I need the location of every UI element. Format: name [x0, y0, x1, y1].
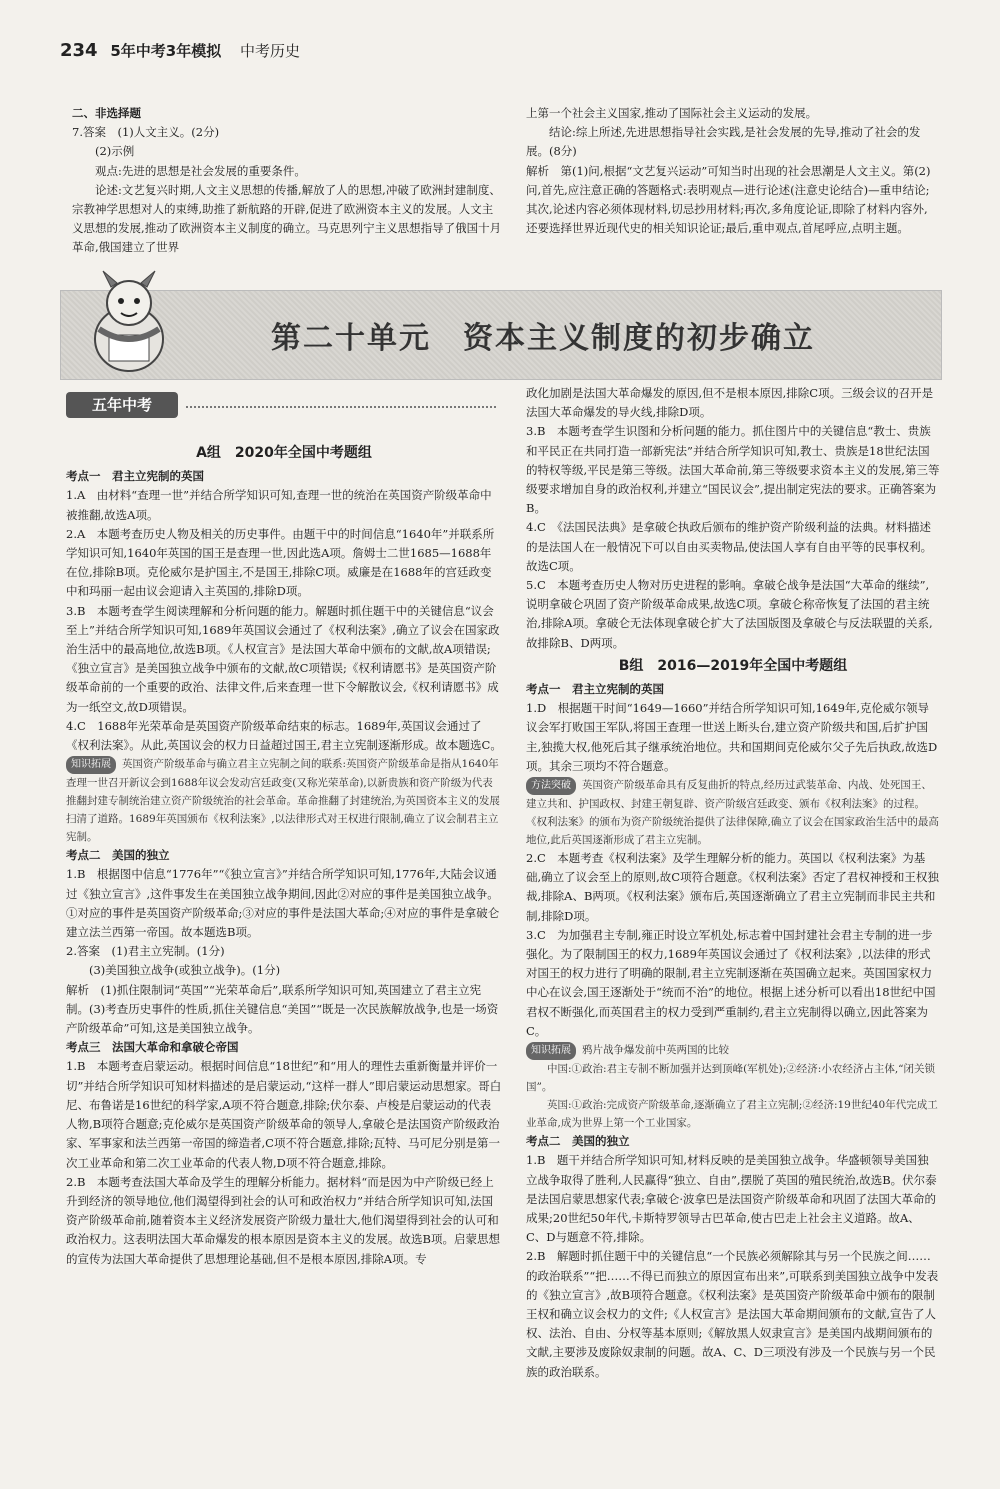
top-right-column: [526, 104, 936, 238]
answer-a4: 4.C 1688年光荣革命是英国资产阶级革命结束的标志。1689年,英国议会通过了《权利法案》。从此,英国议会的权力日益超过国王,君主立宪制逐渐形成。故本题选C。: [66, 718, 502, 753]
answer-c3: 3.B 本题考查学生识图和分析问题的能力。抓住图片中的关键信息“教士、贵族和平民正在共同打造一部新宪法”并结合所学知识可知,教士、贵族是18世纪法国的特权等级,平民是第三等级。法国大革命前,第三等级要求资本主义的发展,第三等级要求增加自身的政治权利,并建立“国民议会”,提出制定宪法的要求。正确答案为B。: [526, 424, 940, 516]
tag-label: 五年中考: [66, 392, 178, 418]
left-column: [66, 440, 502, 1269]
extension-britain: 英国:①政治:完成资产阶级革命,逐渐确立了君主立宪制;②经济:19世纪40年代完成工业革命,成为世界上第一个工业国家。: [526, 1099, 938, 1130]
argument-text: 论述:文艺复兴时期,人文主义思想的传播,解放了人的思想,冲破了欧洲封建制度、宗教神学思想对人的束缚,助推了新航路的开辟,促进了欧洲资本主义的发展。人文主义思想的发展,推动了欧洲资本主义制度的确立。马克思列宁主义思想指导了俄国十月革命,俄国建立了世界: [72, 182, 502, 255]
continued-text: 上第一个社会主义国家,推动了国际社会主义运动的发展。: [526, 106, 818, 120]
kaodian-1: 考点一 君主立宪制的英国: [66, 469, 204, 484]
unit-title: 第二十单元 资本主义制度的初步确立: [271, 321, 815, 356]
answer-d3: 3.C 为加强君主专制,雍正时设立军机处,标志着中国封建社会君主专制的进一步强化。为了限制国王的权力,1689年英国议会通过了《权利法案》,以法律的形式对国王的权力进行了明确的限制,君主立宪制逐渐在英国确立起来。英国国家权力中心在议会,国王逐渐处于“统而不治”的地位。根据上述分析可以看出18世纪中国君权不断强化,而英国君主的权力受到严重制约,君主立宪制得以确立,因此答案为C。: [526, 927, 936, 1038]
example-label: (2)示例: [95, 144, 135, 159]
answer-c2: 2.B 本题考查法国大革命及学生的理解分析能力。据材料“而是因为中产阶级已经上升到经济的领导地位,他们渴望得到社会的认可和政治权力”并结合所学知识可知,法国资产阶级革命前,随着资本主义经济发展资产阶级力量壮大,他们渴望得到社会的认可和政治权力。这表明法国大革命爆发的根本原因是资本主义的发展。故选B项。启蒙思想的宣传为法国大革命提供了思想理论基础,但不是根本原因,排除A项。专: [66, 1174, 500, 1266]
answer-d1: 1.D 根据题干时间“1649—1660”并结合所学知识可知,1649年,克伦威尔领导议会军打败国王军队,将国王查理一世送上断头台,建立资产阶级共和国,后扩护国主,独揽大权,他死后其子继承统治地位。共和国期间克伦威尔父子先后执政,故选D项。其余三项均不符合题意。: [526, 701, 938, 773]
extension-china: 中国:①政治:君主专制不断加强并达到顶峰(军机处);②经济:小农经济占主体,“闭关锁国”。: [526, 1063, 936, 1094]
analysis-text: 解析 第(1)问,根据“文艺复兴运动”可知当时出现的社会思潮是人文主义。第(2)问,首先,应注意正确的答题格式:表明观点—进行论述(注意史论结合)—重申结论;其次,论述内容必须体现材料,切忌抄用材料;再次,多角度论证,即除了材料内容外,还要选择世界近现代史的相关知识论证;最后,重申观点,首尾呼应,点明主题。: [526, 163, 931, 236]
answer-a2: 2.A 本题考查历史人物及相关的历史事件。由题干中的时间信息“1640年”并联系所学知识可知,1640年英国的国王是查理一世,因此选A项。詹姆士二世1685—1688年在位,排除B项。克伦威尔是护国主,不是国王,排除C项。威廉是在1688年的宫廷政变中和玛丽一起由议会迎请入主英国的,排除D项。: [66, 526, 495, 599]
answer-line: 7.答案 (1)人文主义。(2分): [72, 125, 220, 140]
answer-e2: 2.B 解题时抓住题干中的关键信息“一个民族必须解除其与另一个民族之间……的政治联系”“把……不得已而独立的原因宣布出来”,可联系到美国独立战争中发表的《独立宣言》,故B项符合题意。《权利法案》是英国资产阶级革命中颁布的限制王权和确立议会权力的文件;《人权宣言》是法国大革命期间颁布的文献,宣告了人权、法治、自由、分权等基本原则;《解放黑人奴隶宣言》是美国内战期间颁布的文献,主要涉及废除奴隶制的问题。故A、C、D三项没有涉及一个民族与另一个民族的政治联系。: [526, 1249, 939, 1379]
page-header: [60, 40, 940, 66]
tip-text: 英国资产阶级革命具有反复曲折的特点,经历过武装革命、内战、处死国王、建立共和、护国政权、封建王朝复辟、资产阶级宫廷政变、颁布《权利法案》的过程。《权利法案》的颁布为资产阶级统治提供了法律保障,确立了议会在国家政治生活中的最高地位,此后英国逐渐形成了君主立宪制。: [526, 779, 939, 847]
answer-b2-analysis: 解析 (1)抓住限制词“英国”“光荣革命后”,联系所学知识可知,英国建立了君主立宪制。(3)考查历史事件的性质,抓住关键信息“美国”“既是一次民族解放战争,也是一场资产阶级革命”可知,这是美国独立战争。: [66, 982, 499, 1036]
knowledge-extension: [66, 755, 502, 846]
extension-text: 英国资产阶级革命与确立君主立宪制之间的联系:英国资产阶级革命是指从1640年查理一世召开新议会到1688年议会发动宫廷政变(又称光荣革命),以新贵族和资产阶级为代表推翻封建专制统治建立资产阶级统治的社会革命。革命推翻了封建统治,为英国资本主义的发展扫清了道路。1689年英国颁布《权利法案》,以法律形式对王权进行限制,确立了议会制君主立宪制。: [66, 758, 500, 844]
answer-a3: 3.B 本题考查学生阅读理解和分析问题的能力。解题时抓住题干中的关键信息“议会至上”并结合所学知识可知,1689年英国议会通过了《权利法案》,确立了议会在国家政治生活中的最高地位,故选B项。《人权宣言》是法国大革命中颁布的文献,故A项错误;《独立宣言》是美国独立战争中颁布的文献,故C项错误;《权利请愿书》是英国资产阶级革命前的一个重要的政治、法律文件,后来查理一世下令解散议会,《权利请愿书》成为一纸空文,故D项错误。: [66, 603, 500, 714]
viewpoint-text: 观点:先进的思想是社会发展的重要条件。: [95, 163, 306, 178]
answer-d2: 2.C 本题考查《权利法案》及学生理解分析的能力。英国以《权利法案》为基础,确立了议会至上的原则,故C项符合题意。《权利法案》否定了君权神授和王权独裁,排除A、B两项。《权利法案》颁布后,英国逐渐确立了君主立宪制而非民主共和制,排除D项。: [526, 851, 939, 923]
kaodian-2: 考点二 美国的独立: [66, 848, 170, 863]
kaodian-b1: 考点一 君主立宪制的英国: [526, 682, 664, 697]
extension-box: [526, 1041, 940, 1060]
kaodian-3: 考点三 法国大革命和拿破仑帝国: [66, 1040, 239, 1055]
conclusion-text: 结论:综上所述,先进思想指导社会实践,是社会发展的先导,推动了社会的发展。(8分): [526, 125, 921, 159]
answer-c5: 5.C 本题考查历史人物对历史进程的影响。拿破仑战争是法国“大革命的继续”,说明拿破仑巩固了资产阶级革命成果,故选C项。拿破仑称帝恢复了法国的君主统治,排除A项。拿破仑无法体现拿破仑扩大了法国版图及拿破仑与反法联盟的关系,故排除B、D两项。: [526, 578, 933, 650]
dotted-divider: [186, 406, 496, 408]
top-left-column: [72, 104, 502, 258]
mascot-icon: [69, 269, 189, 381]
group-b-title: B组 2016—2019年全国中考题组: [618, 657, 848, 674]
right-column: [526, 384, 940, 1382]
page-number: 234: [60, 40, 98, 61]
group-a-title: A组 2020年全国中考题组: [196, 445, 372, 461]
answer-e1: 1.B 题干并结合所学知识可知,材料反映的是美国独立战争。华盛顿领导美国独立战争取得了胜利,人民赢得“独立、自由”,摆脱了英国的殖民统治,故选B。伏尔泰是法国启蒙思想家代表;拿破仑·波拿巴是法国资产阶级革命和巩固了法国大革命的成果;20世纪50年代,卡斯特罗领导古巴革命,使古巴走上社会主义道路。故A、C、D与题意不符,排除。: [526, 1153, 937, 1245]
answer-c1: 1.B 本题考查启蒙运动。根据时间信息“18世纪”和“用人的理性去重新衡量并评价一切”并结合所学知识可知材料描述的是启蒙运动,“这样一群人”即启蒙运动思想家。哥白尼、布鲁诺是16世纪的科学家,A项不符合题意,排除;伏尔泰、卢梭是启蒙运动的代表人物,B项符合题意;克伦威尔是英国资产阶级革命的领导人,拿破仑是法国资产阶级政治家、军事家和法兰西第一帝国的缔造者,C项不符合题意,排除;瓦特、马可尼分别是第一次工业革命和第二次工业革命的代表人物,D项不符合题意,排除。: [66, 1059, 502, 1170]
answer-b2: 2.答案 (1)君主立宪制。(1分): [66, 944, 225, 959]
section-heading: 二、非选择题: [72, 106, 141, 120]
answer-a1: 1.A 由材料“查理一世”并结合所学知识可知,查理一世的统治在英国资产阶级革命中被推翻,故选A项。: [66, 488, 492, 522]
method-tip: [526, 776, 940, 849]
extension-badge: 知识拓展: [66, 756, 116, 774]
kaodian-b2: 考点二 美国的独立: [526, 1134, 630, 1149]
answer-c4: 4.C 《法国民法典》是拿破仑执政后颁布的维护资产阶级利益的法典。材料描述的是法国人在一般情况下可以自由买卖物品,使法国人享有自由平等的民事权利。故选C项。: [526, 520, 933, 573]
section-tag: [66, 386, 500, 422]
continued-answer: 政化加剧是法国大革命爆发的原因,但不是根本原因,排除C项。三级会议的召开是法国大革命爆发的导火线,排除D项。: [526, 386, 934, 420]
answer-b2-part3: (3)美国独立战争(或独立战争)。(1分): [89, 963, 281, 978]
extension-badge-2: 知识拓展: [526, 1042, 576, 1060]
extension-title: 鸦片战争爆发前中英两国的比较: [582, 1044, 729, 1057]
unit-banner: [60, 290, 942, 380]
answer-b1: 1.B 根据图中信息“1776年”“《独立宣言》”并结合所学知识可知,1776年,大陆会议通过《独立宣言》,这件事发生在美国独立战争期间,因此②对应的事件是美国独立战争。①对应的事件是英国资产阶级革命;③对应的事件是法国大革命;④对应的事件是拿破仑建立法兰西第一帝国。故本题选B项。: [66, 867, 500, 940]
series-title: 5年中考3年模拟: [110, 42, 222, 60]
subject-title: 中考历史: [240, 42, 301, 60]
tip-badge: 方法突破: [526, 777, 576, 795]
